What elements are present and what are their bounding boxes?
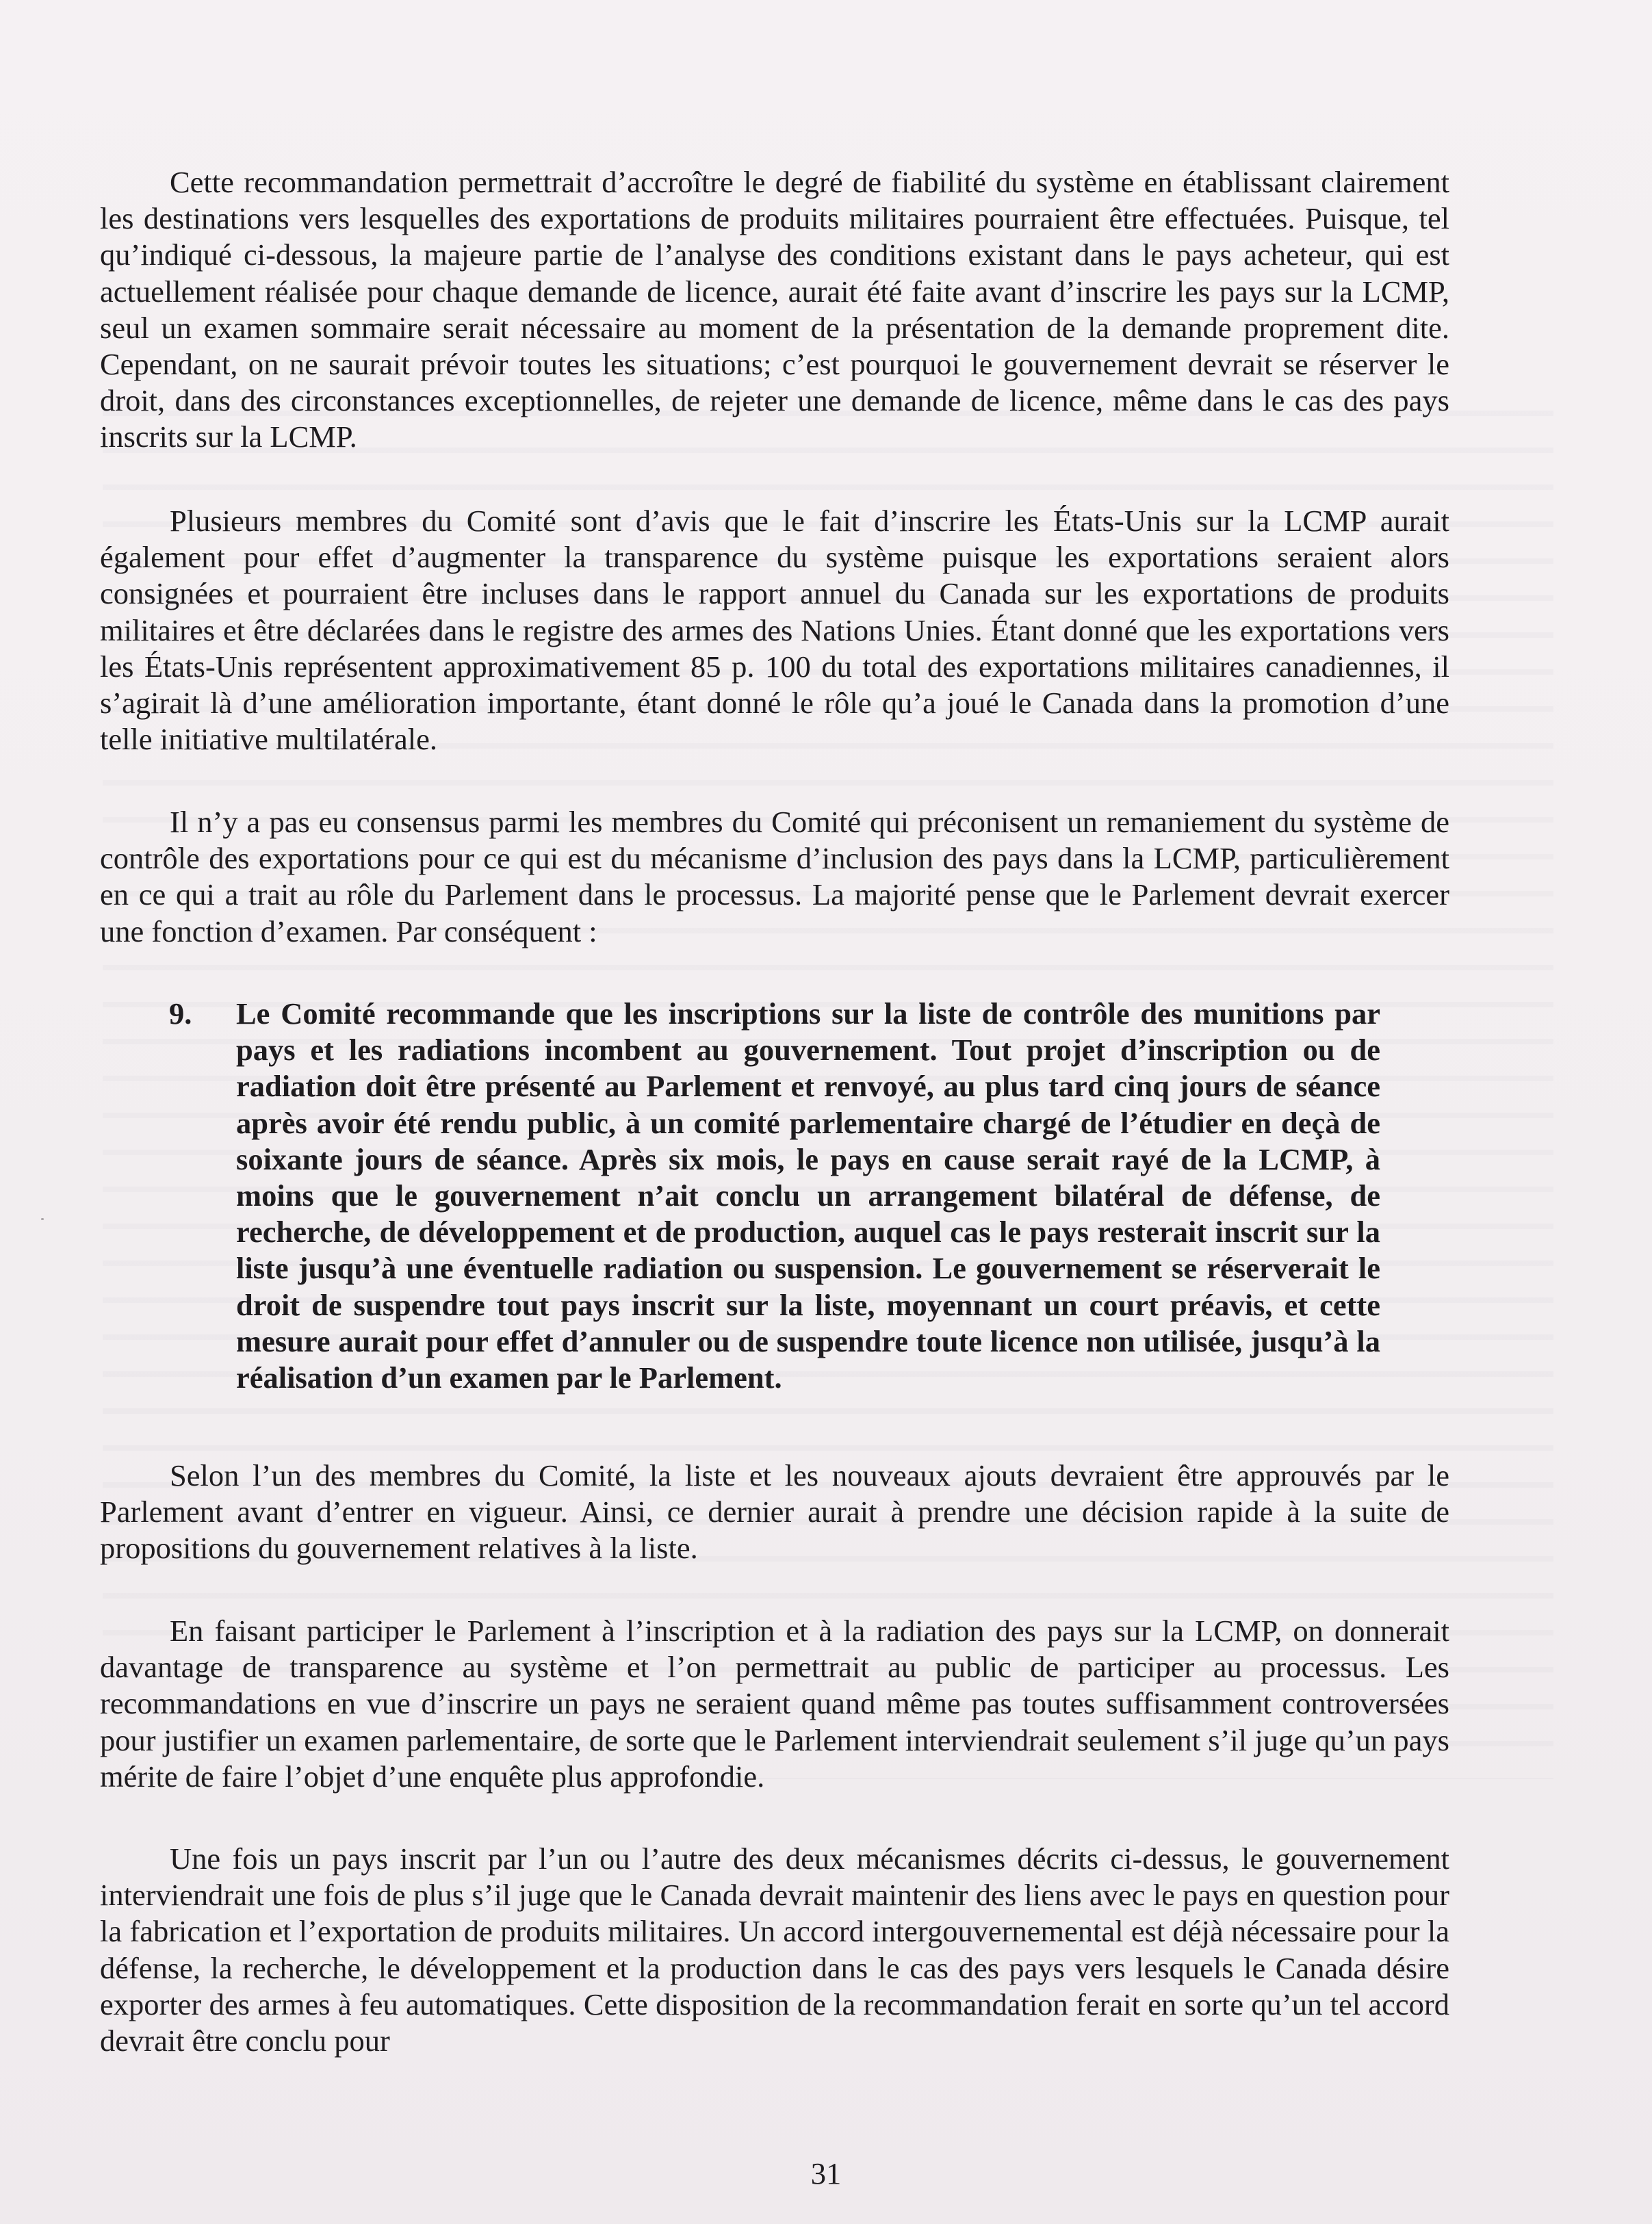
paragraph-approbation: Selon l’un des membres du Comité, la liste et les nouveaux ajouts devraient être approuvés par le Parlement avant d’entrer en vigueur. Ainsi, ce dernier aurait à prendre une décision rapide à la suite de propositions du gouvernement relatives à la liste.: [100, 1458, 1449, 1566]
paragraph-etats-unis: Plusieurs membres du Comité sont d’avis que le fait d’inscrire les États-Unis sur la LCMP aurait également pour effet d’augmenter la transparence du système puisque les exportations seraient alors consignées et pourraient être incluses dans le rapport annuel du Canada sur les exportations de produits militaires et être déclarées dans le registre des armes des Nations Unies. Étant donné que les exportations vers les États-Unis représentent approximativement 85 p. 100 du total des exportations militaires canadiennes, il s’agirait là d’une amélioration importante, étant donné le rôle qu’a joué le Canada dans la promotion d’une telle initiative multilatérale.: [100, 504, 1449, 757]
paragraph-transparence: En faisant participer le Parlement à l’inscription et à la radiation des pays sur la LCMP, on donnerait davantage de transparence au système et l’on permettrait au public de participer au processus. Les recommandations en vue d’inscrire un pays ne seraient quand même pas toutes suffisamment controversées pour justifier un examen parlementaire, de sorte que le Parlement interviendrait seulement s’il juge qu’un pays mérite de faire l’objet d’une enquête plus approfondie.: [100, 1614, 1449, 1794]
recommendation-9: [169, 996, 1380, 1396]
recommendation-number: 9.: [169, 996, 192, 1031]
recommendation-text: Le Comité recommande que les inscriptions sur la liste de contrôle des munitions par pays et les radiations incombent au gouvernement. Tout projet d’inscription ou de radiation doit être présenté au Parlement et renvoyé, au plus tard cinq jours de séance après avoir été rendu public, à un comité parlementaire chargé de l’étudier en deçà de soixante jours de séance. Après six mois, le pays en cause serait rayé de la LCMP, à moins que le gouvernement n’ait conclu un arrangement bilatéral de défense, de recherche, de développement et de production, auquel cas le pays resterait inscrit sur la liste jusqu’à une éventuelle radiation ou suspension. Le gouvernement se réserverait le droit de suspendre tout pays inscrit sur la liste, moyennant un court préavis, et cette mesure aurait pour effet d’annuler ou de suspendre toute licence non utilisée, jusqu’à la réalisation d’un examen par le Parlement.: [236, 996, 1380, 1395]
paragraph-consensus: Il n’y a pas eu consensus parmi les membres du Comité qui préconisent un remaniement du système de contrôle des exportations pour ce qui est du mécanisme d’inclusion des pays dans la LCMP, particulièrement en ce qui a trait au rôle du Parlement dans le processus. La majorité pense que le Parlement devrait exercer une fonction d’examen. Par conséquent :: [100, 805, 1449, 948]
paragraph-accord: Une fois un pays inscrit par l’un ou l’autre des deux mécanismes décrits ci-dessus, le gouvernement interviendrait une fois de plus s’il juge que le Canada devrait maintenir des liens avec le pays en question pour la fabrication et l’exportation de produits militaires. Un accord intergouvernemental est déjà nécessaire pour la défense, la recherche, le développement et la production dans le cas des pays vers lesquels le Canada désire exporter des armes à feu automatiques. Cette disposition de la recommandation ferait en sorte qu’un tel accord devrait être conclu pour: [100, 1841, 1449, 2058]
paper-speck: [41, 1218, 44, 1220]
paragraph-fiabilite: Cette recommandation permettrait d’accroître le degré de fiabilité du système en établissant clairement les destinations vers lesquelles des exportations de produits militaires pourraient être effectuées. Puisque, tel qu’indiqué ci-dessous, la majeure partie de l’analyse des conditions existant dans le pays acheteur, qui est actuellement réalisée pour chaque demande de licence, aurait été faite avant d’inscrire les pays sur la LCMP, seul un examen sommaire serait nécessaire au moment de la présentation de la demande proprement dite. Cependant, on ne saurait prévoir toutes les situations; c’est pourquoi le gouvernement devrait se réserver le droit, dans des circonstances exceptionnelles, de rejeter une demande de licence, même dans le cas des pays inscrits sur la LCMP.: [100, 165, 1449, 454]
page-number: 31: [810, 2156, 842, 2190]
